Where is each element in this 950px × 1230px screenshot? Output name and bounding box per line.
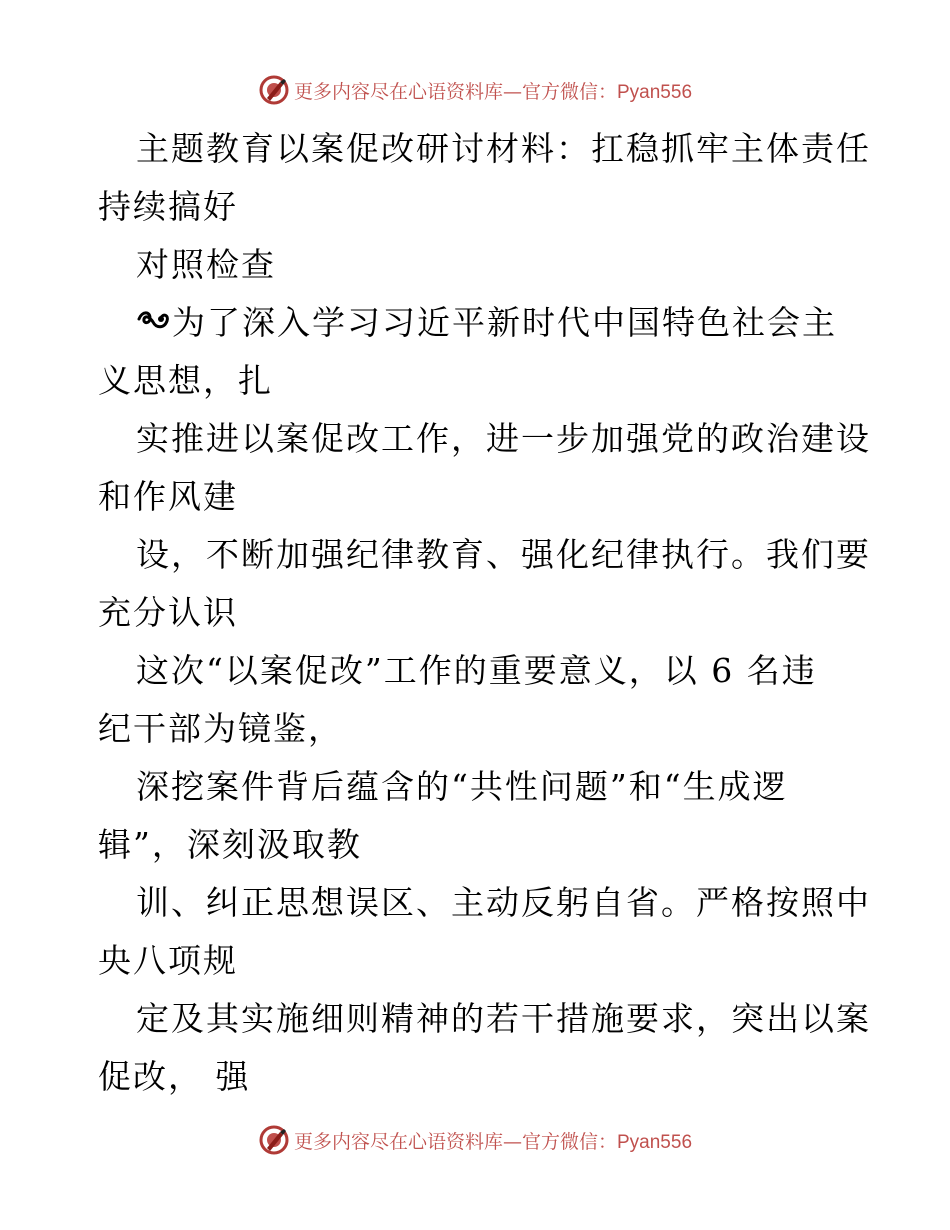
text-line: 为了深入学习习近平新时代中国特色社会主 <box>98 294 858 352</box>
swirl-bullet-icon <box>136 309 170 337</box>
logo-icon <box>258 74 290 106</box>
text-line: 主题教育以案促改研讨材料：扛稳抓牢主体责任 <box>136 129 871 168</box>
banner-text: 更多内容尽在心语资料库—官方微信：Pyan556 <box>293 1130 693 1153</box>
text-line: 深挖案件背后蕴含的“共性问题”和“生成逻 <box>136 767 788 806</box>
wechat-id: Pyan556 <box>617 81 693 103</box>
text-line: 这次“以案促改”工作的重要意义，以 6 名违 <box>136 651 817 690</box>
text-line: 持续搞好 <box>98 187 238 226</box>
text-line: 定及其实施细则精神的若干措施要求，突出以案 <box>136 999 871 1038</box>
text-line: 充分认识 <box>98 593 238 632</box>
text-line: 辑”，深刻汲取教 <box>98 825 362 864</box>
wechat-id: Pyan556 <box>617 1131 693 1153</box>
text-line: 设，不断加强纪律教育、强化纪律执行。我们要 <box>136 535 871 574</box>
text-line: 促改， 强 <box>98 1057 251 1096</box>
text-line: 纪干部为镜鉴， <box>98 709 343 748</box>
document-body <box>98 120 871 1106</box>
banner-text: 更多内容尽在心语资料库—官方微信：Pyan556 <box>293 80 693 103</box>
header-banner <box>0 72 950 108</box>
text-line: 实推进以案促改工作，进一步加强党的政治建设 <box>136 419 871 458</box>
text-line: 央八项规 <box>98 941 238 980</box>
text-line: 对照检查 <box>136 245 276 284</box>
text-line: 义思想，扎 <box>98 361 273 400</box>
text-line: 训、纠正思想误区、主动反躬自省。严格按照中 <box>136 883 871 922</box>
logo-icon <box>258 1124 290 1156</box>
text-line: 和作风建 <box>98 477 238 516</box>
footer-banner <box>0 1122 950 1158</box>
